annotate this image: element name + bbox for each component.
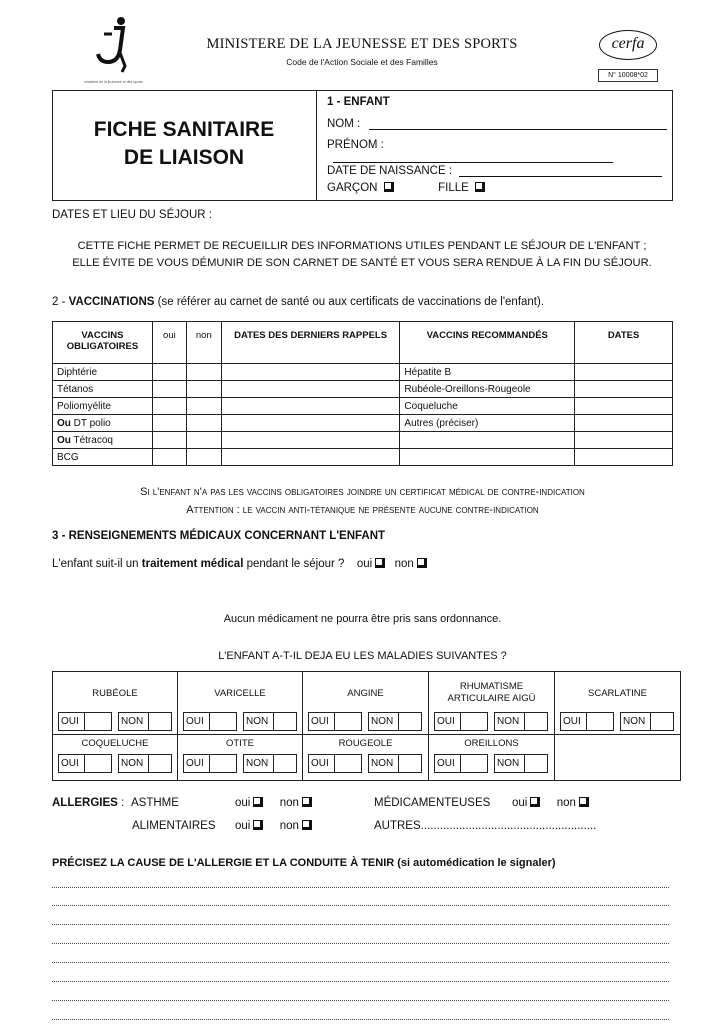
non-label: NON: [494, 712, 525, 731]
logo-caption: ministère de la jeunesse et des sports: [84, 80, 143, 84]
non-cell[interactable]: [186, 381, 221, 398]
medic-non-checkbox[interactable]: [579, 797, 589, 807]
date-cell[interactable]: [575, 398, 673, 415]
notice-line2: Attention : le vaccin anti-tétanique ne présente aucune contre-indication: [186, 504, 539, 516]
section3-heading: 3 - RENSEIGNEMENTS MÉDICAUX CONCERNANT L'ENFANT: [52, 530, 386, 542]
table-row: [53, 381, 673, 398]
col-vaccins-recommandes: VACCINS RECOMMANDÉS: [400, 322, 575, 364]
recommended-vaccine: Autres (préciser): [400, 415, 575, 432]
no-medicine-notice: Aucun médicament ne pourra être pris sans ordonnance.: [223, 613, 502, 625]
rappel-date-cell[interactable]: [221, 432, 400, 449]
disease-name: OREILLONS: [464, 738, 519, 749]
allergies-colon: :: [121, 797, 125, 809]
non-cell[interactable]: [186, 398, 221, 415]
notice-line1: Si l'enfant n'a pas les vaccins obligatoires joindre un certificat médical de contre-indication: [140, 486, 585, 498]
medic-oui-checkbox[interactable]: [530, 797, 540, 807]
treatment-oui-checkbox[interactable]: [375, 558, 385, 568]
table-row: [53, 398, 673, 415]
oui-label: OUI: [58, 712, 85, 731]
non-box[interactable]: [650, 712, 674, 731]
oui-cell[interactable]: [152, 381, 186, 398]
form-title-line1: FICHE SANITAIRE: [93, 118, 275, 141]
table-row: [53, 432, 673, 449]
oui-box[interactable]: [209, 712, 237, 731]
non-box[interactable]: [524, 712, 548, 731]
intro-line2: ELLE ÉVITE DE VOUS DÉMUNIR DE SON CARNET DE SANTÉ ET VOUS SERA RENDUE À LA FIN DU SÉJOUR.: [72, 257, 652, 269]
treatment-text-c: pendant le séjour ?: [243, 558, 345, 570]
rappel-date-cell[interactable]: [221, 415, 400, 432]
oui-box[interactable]: [334, 754, 362, 773]
date-cell[interactable]: [575, 364, 673, 381]
answer-line[interactable]: [52, 905, 669, 906]
alimentaires-options: [235, 820, 312, 832]
alim-non-checkbox[interactable]: [302, 820, 312, 830]
disease-name: SCARLATINE: [588, 688, 647, 699]
oui-label: OUI: [560, 712, 587, 731]
oui-label: OUI: [434, 754, 461, 773]
oui-cell[interactable]: [152, 415, 186, 432]
non-label: NON: [620, 712, 651, 731]
oui-cell[interactable]: [152, 364, 186, 381]
non-label: NON: [368, 712, 399, 731]
vaccine-name: Diphtérie: [53, 364, 153, 381]
rappel-date-cell[interactable]: [221, 381, 400, 398]
disease-cell-rhumatisme: [429, 672, 555, 735]
diseases-grid: [52, 671, 681, 781]
oui-label: OUI: [308, 712, 335, 731]
nom-label: NOM :: [327, 118, 361, 130]
table-row: [53, 415, 673, 432]
non-box[interactable]: [273, 754, 297, 773]
rappel-date-cell[interactable]: [221, 364, 400, 381]
asthme-non-label: non: [279, 797, 299, 809]
answer-line[interactable]: [52, 962, 669, 963]
section2-note: (se référer au carnet de santé ou aux certificats de vaccinations de l'enfant).: [154, 296, 545, 308]
oui-box[interactable]: [334, 712, 362, 731]
recommended-vaccine[interactable]: [400, 432, 575, 449]
disease-cell-scarlatine: [555, 672, 680, 735]
recommended-vaccine: Rubéole-Oreillons-Rougeole: [400, 381, 575, 398]
col-non: non: [186, 322, 221, 364]
date-cell[interactable]: [575, 381, 673, 398]
answer-line[interactable]: [52, 887, 669, 888]
fille-checkbox[interactable]: [475, 182, 485, 192]
non-cell[interactable]: [186, 415, 221, 432]
nom-line[interactable]: [369, 129, 667, 130]
form-title-line2: DE LIAISON: [123, 146, 245, 169]
asthme-options: [235, 797, 312, 809]
vaccine-notices: [52, 483, 673, 519]
rappel-date-cell[interactable]: [221, 449, 400, 466]
disease-cell-rougeole: [303, 735, 429, 780]
non-box[interactable]: [398, 712, 422, 731]
asthme-non-checkbox[interactable]: [302, 797, 312, 807]
oui-box[interactable]: [209, 754, 237, 773]
col-vaccins-obligatoires: VACCINS OBLIGATOIRES: [53, 322, 153, 364]
table-row: [53, 449, 673, 466]
ministry-title: MINISTERE DE LA JEUNESSE ET DES SPORTS: [206, 36, 518, 52]
vaccine-name: Ou DT polio: [53, 415, 153, 432]
col-dates-rappels: DATES DES DERNIERS RAPPELS: [221, 322, 400, 364]
allergies-row1: [52, 797, 672, 809]
disease-cell-rubeole: [53, 672, 178, 735]
sejour-label: DATES ET LIEU DU SÉJOUR :: [52, 209, 212, 221]
date-cell[interactable]: [575, 449, 673, 466]
non-cell[interactable]: [186, 364, 221, 381]
oui-box[interactable]: [460, 712, 488, 731]
disease-name: ROUGEOLE: [338, 738, 393, 749]
oui-label: OUI: [434, 712, 461, 731]
disease-cell-angine: [303, 672, 429, 735]
oui-label: OUI: [58, 754, 85, 773]
treatment-non-checkbox[interactable]: [417, 558, 427, 568]
prenom-label: PRÉNOM :: [327, 139, 384, 151]
non-label: NON: [118, 754, 149, 773]
medic-oui-label: oui: [512, 797, 528, 809]
recommended-vaccine: Coqueluche: [400, 398, 575, 415]
vaccine-name: Tétanos: [53, 381, 153, 398]
treatment-text-b: traitement médical: [141, 558, 244, 570]
non-label: NON: [118, 712, 149, 731]
garcon-label: GARÇON: [327, 182, 378, 194]
non-label: NON: [243, 754, 274, 773]
non-box[interactable]: [148, 712, 172, 731]
recommended-vaccine[interactable]: [400, 449, 575, 466]
oui-cell[interactable]: [152, 398, 186, 415]
birthdate-line[interactable]: [459, 176, 662, 177]
medic-non-label: non: [556, 797, 576, 809]
disease-cell-otite: [178, 735, 303, 780]
vaccine-name: Ou Tétracoq: [53, 432, 153, 449]
alim-non-label: non: [279, 820, 299, 832]
oui-box[interactable]: [84, 754, 112, 773]
non-box[interactable]: [398, 754, 422, 773]
disease-cell-varicelle: [178, 672, 303, 735]
date-cell[interactable]: [575, 415, 673, 432]
disease-name: ANGINE: [347, 688, 384, 699]
section2-heading: [52, 296, 544, 308]
medicamenteuses-options: [512, 797, 589, 809]
vaccine-name: BCG: [53, 449, 153, 466]
form-title: [52, 116, 316, 172]
intro-line1: CETTE FICHE PERMET DE RECUEILLIR DES INFORMATIONS UTILES PENDANT LE SÉJOUR DE L'ENFANT ;: [77, 240, 647, 252]
oui-box[interactable]: [460, 754, 488, 773]
table-row: [53, 364, 673, 381]
vaccination-header-row: [53, 322, 673, 364]
treatment-non-label: non: [394, 558, 414, 570]
code-subtitle: Code de l'Action Sociale et des Familles: [286, 57, 438, 67]
birthdate-field[interactable]: [327, 165, 672, 177]
non-label: NON: [494, 754, 525, 773]
section2-title: VACCINATIONS: [68, 296, 155, 308]
non-box[interactable]: [148, 754, 172, 773]
disease-cell-oreillons: [429, 735, 555, 780]
non-cell[interactable]: [186, 432, 221, 449]
vaccine-name: Poliomyélite: [53, 398, 153, 415]
non-cell[interactable]: [186, 449, 221, 466]
disease-name: RHUMATISME ARTICULAIRE AIGÜ: [447, 681, 536, 704]
medicamenteuses-label: MÉDICAMENTEUSES: [374, 797, 491, 809]
fille-label: FILLE: [438, 182, 469, 194]
precisez-heading: PRÉCISEZ LA CAUSE DE L'ALLERGIE ET LA CONDUITE À TENIR (si automédication le signaler): [52, 857, 556, 869]
date-cell[interactable]: [575, 432, 673, 449]
oui-label: OUI: [183, 712, 210, 731]
asthme-oui-label: oui: [235, 797, 251, 809]
section1-heading: 1 - ENFANT: [327, 96, 390, 108]
treatment-text-a: L'enfant suit-il un: [52, 558, 142, 570]
treatment-question: [52, 558, 427, 570]
asthme-oui-checkbox[interactable]: [253, 797, 263, 807]
form-number: N° 10008*02: [598, 69, 658, 82]
cerfa-logo: [599, 30, 657, 60]
col-dates: DATES: [575, 322, 673, 364]
alimentaires-label: ALIMENTAIRES: [132, 820, 216, 832]
ministry-logo: [92, 14, 132, 76]
treatment-oui-label: oui: [356, 558, 373, 570]
title-box-divider: [316, 90, 317, 201]
disease-cell-coqueluche: [53, 735, 178, 780]
disease-name: VARICELLE: [214, 688, 266, 699]
oui-label: OUI: [183, 754, 210, 773]
gender-row: [327, 182, 485, 194]
oui-label: OUI: [308, 754, 335, 773]
cerfa-text: cerfa: [611, 35, 645, 52]
section2-number: 2 -: [52, 296, 69, 308]
autres-field[interactable]: AUTRES.......................................................: [374, 820, 597, 832]
answer-line[interactable]: [52, 1019, 669, 1020]
disease-name: COQUELUCHE: [81, 738, 149, 749]
non-box[interactable]: [273, 712, 297, 731]
answer-line[interactable]: [52, 1000, 669, 1001]
recommended-vaccine: Hépatite B: [400, 364, 575, 381]
non-label: NON: [368, 754, 399, 773]
answer-line[interactable]: [52, 924, 669, 925]
col-oui: oui: [152, 322, 186, 364]
disease-name: RUBÉOLE: [92, 688, 138, 699]
oui-cell[interactable]: [152, 432, 186, 449]
answer-line[interactable]: [52, 943, 669, 944]
asthme-label: ASTHME: [131, 797, 179, 809]
nom-field[interactable]: [327, 118, 672, 130]
prenom-line[interactable]: [333, 162, 613, 163]
garcon-checkbox[interactable]: [384, 182, 394, 192]
prenom-field[interactable]: [327, 139, 672, 163]
alim-oui-checkbox[interactable]: [253, 820, 263, 830]
oui-box[interactable]: [84, 712, 112, 731]
oui-box[interactable]: [586, 712, 614, 731]
vaccination-table: [52, 321, 673, 466]
rappel-date-cell[interactable]: [221, 398, 400, 415]
allergies-label: ALLERGIES: [52, 797, 118, 809]
alim-oui-label: oui: [235, 820, 251, 832]
disease-name: OTITE: [226, 738, 254, 749]
answer-line[interactable]: [52, 981, 669, 982]
non-box[interactable]: [524, 754, 548, 773]
non-label: NON: [243, 712, 274, 731]
intro-text: [40, 238, 684, 272]
birthdate-label: DATE DE NAISSANCE :: [327, 165, 453, 177]
maladies-question: L'ENFANT A-T-IL DEJA EU LES MALADIES SUIVANTES ?: [218, 650, 507, 662]
oui-cell[interactable]: [152, 449, 186, 466]
